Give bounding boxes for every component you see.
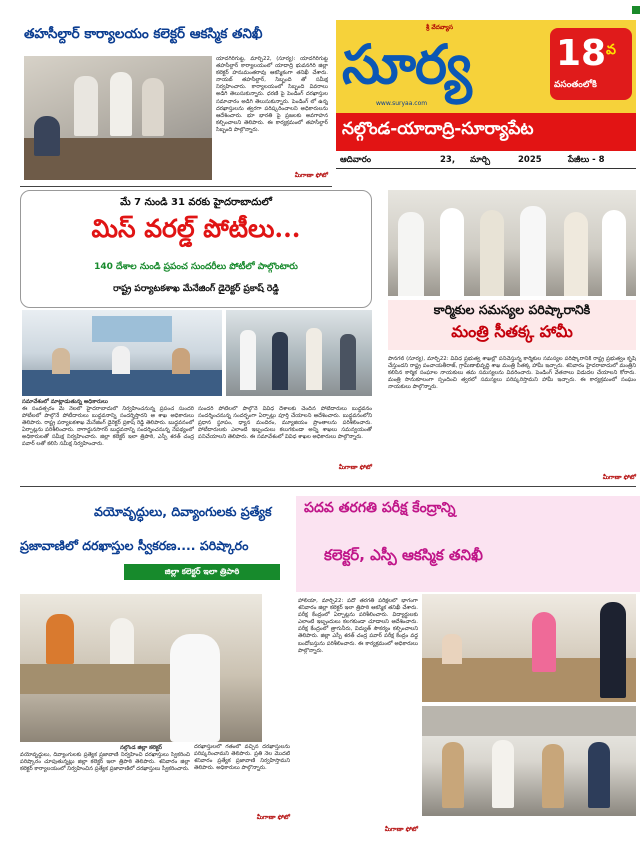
photo-figure	[110, 618, 134, 666]
story5-photo-top	[422, 594, 636, 702]
story4-photo	[20, 594, 262, 742]
story2-byline: మీగాణా ఫోటో	[338, 464, 372, 471]
story5-body: హాలియా, మార్చి22: పదో తరగతి పరీక్షలలో భాగంగా శనివారం జిల్లా కలెక్టర్ ఇలా త్రిపాఠి ఆకస్మిక తనిఖీ చేశారు. పరీక్ష కేంద్రంలో ఏర్పాట్లను పరిశీలించారు. విద్యార్థులకు ఎలాంటి ఇబ్బందులు కలగకుండా చూడాలని ఆదేశించారు. పరీక్ష కేంద్రంలో త్రాగునీరు, విద్యుత్ సౌకర్యం కల్పించాలని తెలిపారు. జిల్లా ఎస్పీ శరత్ చంద్ర పవార్ పరీక్ష కేంద్రం వద్ద బందోబస్తును పరిశీలించారు. ఈ కార్యక్రమంలో అధికారులు పాల్గొన్నారు.	[298, 598, 418, 654]
masthead-tagline: శ్రీ వేదవ్యాస	[426, 24, 454, 31]
story2-photo-left	[22, 310, 222, 396]
story2-subhead: 140 దేశాల నుండి ప్రపంచ సుందరీలు పోటీలో పాల్గొంటారు	[94, 262, 298, 272]
story4-photo-caption: నల్గొండ జిల్లా కలెక్టర్	[119, 745, 163, 751]
dateline-month: మార్చి	[470, 155, 491, 165]
photo-figure	[564, 212, 588, 296]
photo-figure	[142, 78, 164, 136]
photo-figure	[172, 348, 190, 374]
story1-photo	[24, 56, 212, 180]
photo-figure	[442, 634, 462, 664]
photo-figure	[112, 346, 130, 374]
story2-photo-right	[226, 310, 372, 396]
anniversary-number: 18	[556, 33, 607, 74]
anniversary-badge	[550, 28, 632, 100]
photo-figure	[306, 328, 322, 390]
story2-headline: మిస్ వరల్డ్ పోటీలు...	[91, 214, 301, 243]
photo-figure	[520, 206, 546, 296]
story5-headline2: కలెక్టర్, ఎస్పీ ఆకస్మిక తనిఖీ	[324, 546, 483, 564]
story1-headline: తహసీల్దార్ కార్యాలయం కలెక్టర్ ఆకస్మిక తనిఖీ	[24, 26, 263, 42]
story2-body-right: సుందరి పోటీలలో పాల్గొనే వివిధ దేశాలకు చెందిన పోటీదారులు బుద్ధవనం సందర్శించనున్న సందర్భంగా ఏర్పాట్లు పూర్తి చేయాలని ఆదేశించారు. బుద్ధవనంలోని ప్రధాన స్థూపం, ధ్యాన మందిరం, మ్యూజియం ప్రాంతాలను పరిశీలించారు. పోటీదారులకు ఎలాంటి ఇబ్బందులు కలుగకుండా అన్ని శాఖలు సమన్వయంతో పనిచేయాలని తెలిపారు. ఈ సమావేశంలో వివిధ శాఖల అధికారులు పాల్గొన్నారు.	[198, 406, 372, 441]
photo-figure	[34, 116, 60, 156]
photo-figure	[52, 348, 70, 374]
story3-byline: మీగాణా ఫోటో	[602, 474, 636, 481]
photo-banner	[92, 316, 172, 342]
photo-figure	[602, 210, 626, 296]
photo-table	[20, 664, 180, 694]
divider	[20, 486, 636, 487]
photo-figure	[442, 742, 464, 808]
edition-banner	[336, 113, 636, 151]
photo-figure	[74, 76, 98, 136]
story5-byline: మీగాణా ఫోటో	[384, 826, 418, 833]
dateline-year: 2025	[518, 155, 542, 165]
anniversary-label: వసంతంలోకి	[554, 80, 597, 90]
story5-photo-bottom	[422, 706, 636, 816]
story3-headline-line2: మంత్రి సీతక్క హామీ	[451, 322, 573, 341]
dateline-day: ఆదివారం	[340, 155, 372, 165]
story1-byline: మీగాణా ఫోటో	[294, 172, 328, 179]
edition-name: నల్గొండ-యాదాద్రి-సూర్యాపేట	[342, 119, 534, 139]
photo-figure	[480, 210, 504, 296]
masthead-website[interactable]: www.suryaa.com	[376, 100, 428, 107]
story3-body: పానగల్ (సూర్య), మార్చి22: వివిధ ప్రభుత్వ శాఖల్లో పనిచేస్తున్న కార్మికుల సమస్యల పరిష్కారానికి రాష్ట్ర ప్రభుత్వం కృషి చేస్తుందని రాష్ట్ర పంచాయతీరాజ్, గ్రామీణాభివృద్ధి శాఖ మంత్రి సీతక్క హామీ ఇచ్చారు. శనివారం హైదరాబాదులో మంత్రిని కలిసిన కార్మిక సంఘాల నాయకులు తమ సమస్యలను వివరించారు. పెండింగ్ వేతనాలు విడుదల చేయాలని కోరారు. మంత్రి సానుకూలంగా స్పందించి త్వరలో సమస్యలు పరిష్కరిస్తామని హామీ ఇచ్చారు. ఈ కార్యక్రమంలో సంఘం నాయకులు పాల్గొన్నారు.	[388, 356, 636, 391]
photo-figure	[532, 612, 556, 672]
anniversary-suffix: వ	[606, 42, 616, 58]
story2-subhead2: రాష్ట్ర పర్యాటకశాఖ మేనేజింగ్ డైరెక్టర్ ప్రకాష్ రెడ్డి	[113, 284, 279, 294]
photo-figure	[340, 334, 356, 390]
dateline-page: పేజీలు - 8	[568, 155, 605, 165]
story4-headline2: ప్రజావాణిలో దరఖాస్తుల స్వీకరణ.... పరిష్కారం	[20, 538, 249, 553]
story4-headline1: వయోవృద్ధులు, దివ్యాంగులకు ప్రత్యేక	[94, 504, 272, 519]
story5-headline1: పదవ తరగతి పరీక్ష కేంద్రాన్ని	[304, 500, 456, 516]
photo-figure	[170, 634, 220, 742]
story1-body: యాదగిరిగుట్ట, మార్చి22, (సూర్య): యాదగిరిగుట్ట తహసీల్దార్ కార్యాలయంలో యాదాద్రి భువనగిరి జిల్లా కలెక్టర్ హనుమంతరావు ఆకస్మికంగా తనిఖీ చేశారు. నాయబ్ తహసీల్దార్, సిబ్బంది తో సమీక్ష నిర్వహించారు. కార్యాలయంలో సిబ్బంది వివరాలు అడిగి తెలుసుకున్నారు. ధరణి పై పెండింగ్ దరఖాస్తుల సమాచారం అడిగి తెలుసుకున్నారు. పెండింగ్ లో ఉన్న దరఖాస్తులను త్వరగా పరిష్కరించాలని అధికారులను ఆదేశించారు. భూ భారతి పై ప్రజలకు అవగాహన కల్పించాలని తెలిపారు. ఈ కార్యక్రమంలో తహసీల్దార్ సిబ్బంది పాల్గొన్నారు.	[216, 56, 328, 133]
photo-figure	[398, 212, 424, 296]
photo-building	[422, 706, 636, 736]
photo-figure	[492, 740, 514, 808]
story3-headline-line1: కార్మికుల సమస్యల పరిష్కారానికి	[433, 302, 591, 317]
photo-figure	[110, 72, 132, 136]
photo-figure	[46, 614, 74, 664]
photo-figure	[272, 332, 288, 390]
dateline	[336, 151, 636, 169]
story4-body-right: దరఖాస్తులలో గతంలో వచ్చిన దరఖాస్తులను పరిష్కరించామని తెలిపారు. ప్రతి నెల మొదటి శనివారం ప్రత్యేక ప్రజావాణి నిర్వహిస్తామని తెలిపారు. అధికారులు పాల్గొన్నారు.	[194, 744, 290, 772]
story4-tag: జిల్లా కలెక్టర్ ఇలా త్రిపాఠి	[124, 564, 280, 580]
story2-photo-caption: సమావేశంలో మాట్లాడుతున్న అధికారులు	[22, 399, 108, 405]
photo-figure	[600, 602, 626, 698]
photo-figure	[240, 330, 256, 390]
story2-body-left: ఈ సంవత్సరం మే నెలలో హైదరాబాదులో నిర్వహించనున్న ప్రపంచ సుందరి పోటీలలో పాల్గొనే పోటీదారులు బుద్ధవనాన్ని సందర్శిస్తారని ఆ శాఖ అధికారులు తెలిపారు. రాష్ట్ర పర్యాటకశాఖ మేనేజింగ్ డైరెక్టర్ ప్రకాష్ రెడ్డి తెలిపారు. బుద్ధవనంలో ఏర్పాట్లను పరిశీలించారు. నాగార్జునసాగర్ బుద్ధవనాన్ని సందర్శించనున్న నేపథ్యంలో అధికారులతో సమీక్ష నిర్వహించారు. జిల్లా కలెక్టర్ ఇలా త్రిపాఠి, ఎస్పీ శరత్ చంద్ర పవార్ లతో కలిసి సమీక్ష నిర్వహించారు.	[22, 406, 194, 448]
dateline-date: 23,	[440, 155, 456, 165]
story4-byline: మీగాణా ఫోటో	[256, 814, 290, 821]
corner-marker	[632, 6, 640, 14]
masthead-logo: సూర్య	[342, 32, 471, 96]
story3-photo	[388, 190, 636, 296]
photo-figure	[542, 744, 564, 808]
divider	[20, 186, 332, 187]
masthead	[336, 20, 636, 188]
photo-figure	[588, 742, 610, 808]
story4-body-left: వయోవృద్ధులు, దివ్యాంగులకు ప్రత్యేక ప్రజావాణి నిర్వహించి దరఖాస్తులు స్వీకరించి పరిష్కారం చూపుతున్నట్లు జిల్లా కలెక్టర్ ఇలా త్రిపాఠి తెలిపారు. శనివారం జిల్లా కలెక్టర్ కార్యాలయంలో నిర్వహించిన ప్రత్యేక ప్రజావాణిలో దరఖాస్తులు స్వీకరించారు.	[20, 752, 190, 773]
photo-figure	[440, 208, 464, 296]
story2-kicker: మే 7 నుండి 31 వరకు హైదరాబాదులో	[120, 197, 272, 208]
